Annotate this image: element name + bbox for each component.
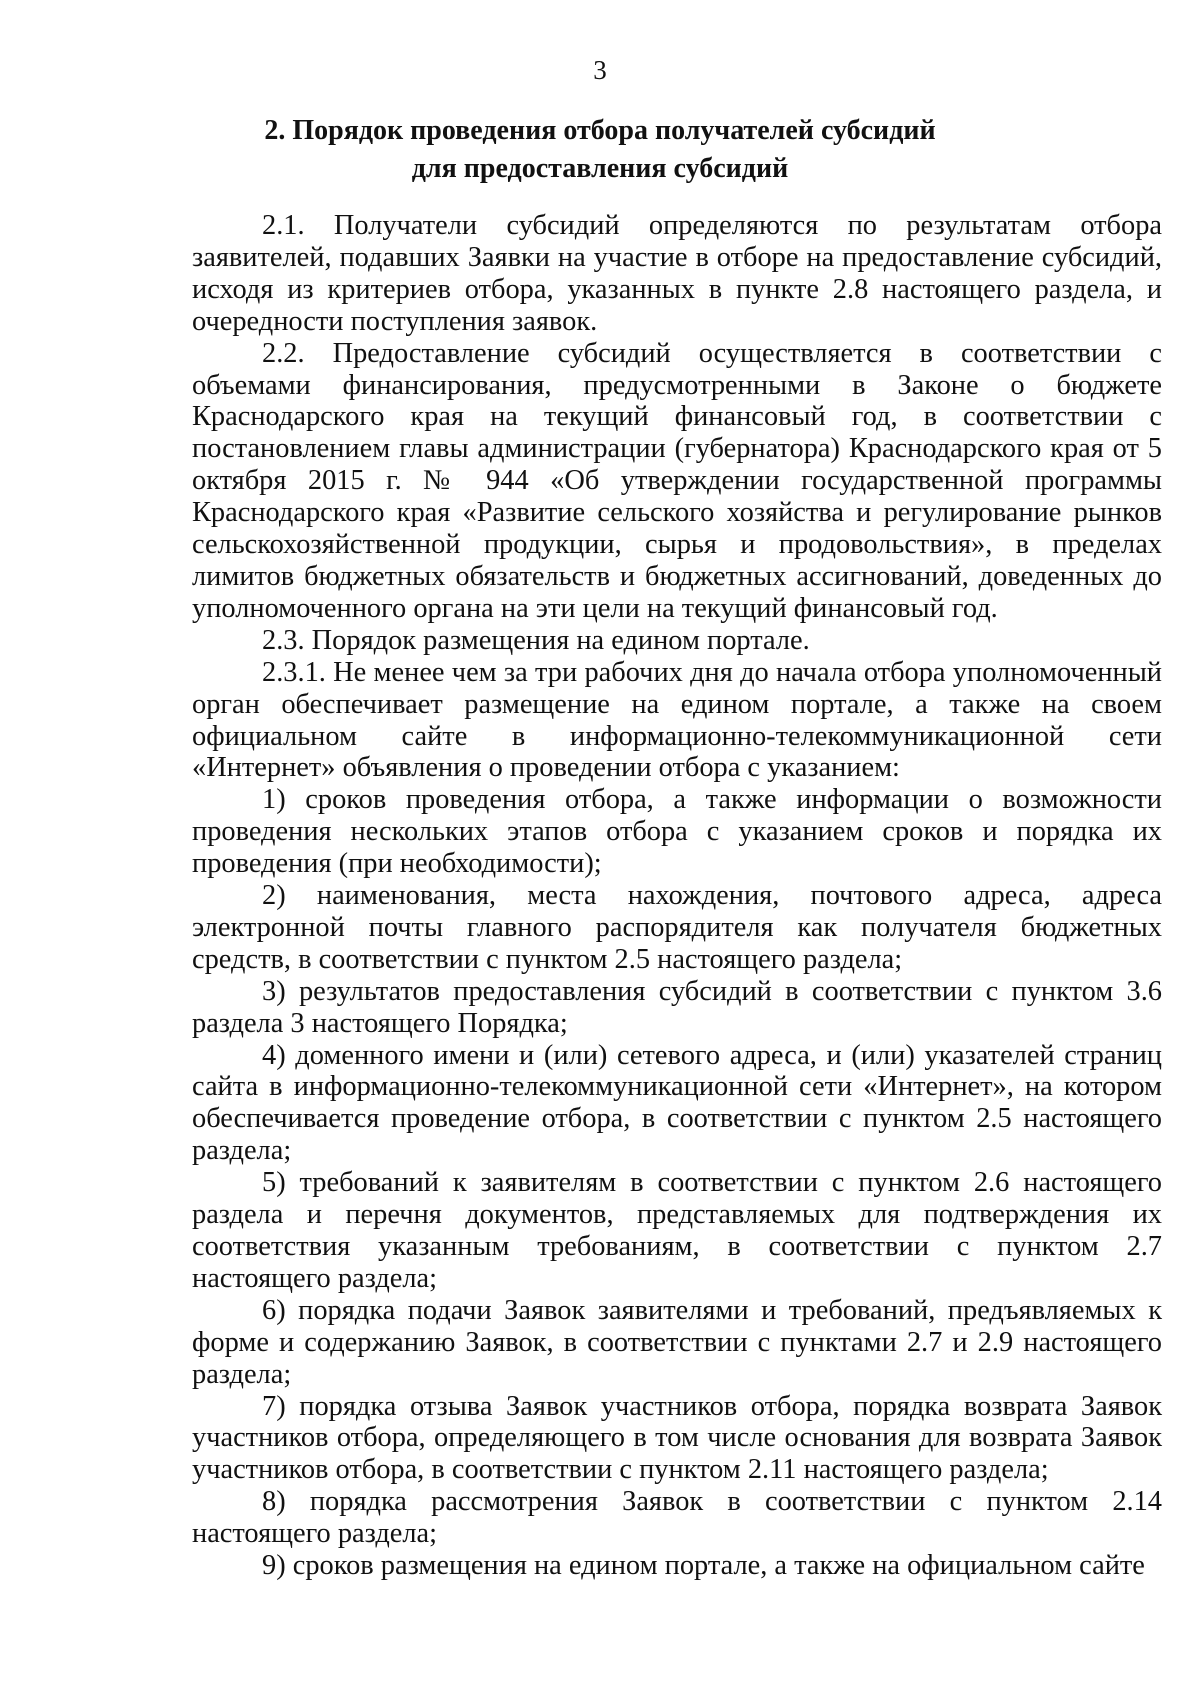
paragraph-2-1: 2.1. Получатели субсидий определяются по результатам отбора заявителей, подавших Заявки на участие в отборе на предоставление субсидий, исходя из критериев отбора, указанных в пункте 2.8 настоящего раздела, и очередности поступления заявок.	[192, 210, 1162, 337]
section-heading-line-2: для предоставления субсидий	[411, 153, 789, 184]
list-item-4: 4) доменного имени и (или) сетевого адреса, и (или) указателей страниц сайта в информационно-телекоммуникационной сети «Интернет», на котором обеспечивается проведение отбора, в соответствии с пунктом 2.5 настоящего раздела;	[192, 1039, 1162, 1167]
list-item-8: 8) порядка рассмотрения Заявок в соответствии с пунктом 2.14 настоящего раздела;	[192, 1486, 1162, 1550]
list-item-2: 2) наименования, места нахождения, почтового адреса, адреса электронной почты главного распорядителя как получателя бюджетных средств, в соответствии с пунктом 2.5 настоящего раздела;	[192, 880, 1162, 975]
list-item-9: 9) сроков размещения на едином портале, а также на официальном сайте	[262, 1550, 1145, 1582]
list-item-1: 1) сроков проведения отбора, а также информации о возможности проведения нескольких этапов отбора с указанием сроков и порядка их проведения (при необходимости);	[192, 784, 1162, 880]
list-item-3: 3) результатов предоставления субсидий в соответствии с пунктом 3.6 раздела 3 настоящего Порядка;	[192, 975, 1162, 1039]
page-number: 3	[593, 55, 607, 85]
section-heading-line-1: 2. Порядок проведения отбора получателей субсидий	[264, 115, 936, 146]
paragraph-2-2: 2.2. Предоставление субсидий осуществляется в соответствии с объемами финансирования, предусмотренными в Законе о бюджете Краснодарского края на текущий финансовый год, в соответствии с постановлением главы администрации (губернатора) Краснодарского края от 5 октября 2015 г. № 944 «Об утверждении государственной программы Краснодарского края «Развитие сельского хозяйства и регулирование рынков сельскохозяйственной продукции, сырья и продовольствия», в пределах лимитов бюджетных обязательств и бюджетных ассигнований, доведенных до уполномоченного органа на эти цели на текущий финансовый год.	[192, 337, 1162, 624]
paragraph-2-3: 2.3. Порядок размещения на едином портале.	[262, 624, 810, 656]
list-item-6: 6) порядка подачи Заявок заявителями и требований, предъявляемых к форме и содержанию Заявок, в соответствии с пунктами 2.7 и 2.9 настоящего раздела;	[192, 1294, 1162, 1390]
section-heading	[190, 112, 1010, 188]
list-item-7: 7) порядка отзыва Заявок участников отбора, порядка возврата Заявок участников отбора, определяющего в том числе основания для возврата Заявок участников отбора, в соответствии с пунктом 2.11 настоящего раздела;	[192, 1390, 1162, 1486]
document-body	[192, 210, 1162, 1582]
paragraph-2-3-1: 2.3.1. Не менее чем за три рабочих дня до начала отбора уполномоченный орган обеспечивает размещение на едином портале, а также на своем официальном сайте в информационно-телекоммуникационной сети «Интернет» объявления о проведении отбора с указанием:	[192, 656, 1162, 784]
list-item-5: 5) требований к заявителям в соответствии с пунктом 2.6 настоящего раздела и перечня документов, представляемых для подтверждения их соответствия указанным требованиям, в соответствии с пунктом 2.7 настоящего раздела;	[192, 1167, 1162, 1294]
